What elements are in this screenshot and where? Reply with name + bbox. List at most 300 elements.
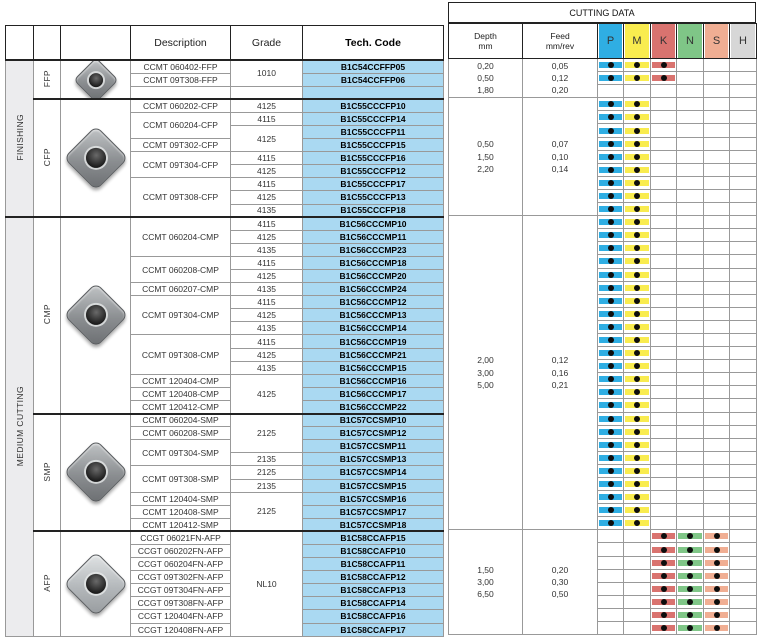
tech-code-cell: B1C57CCSMP15 — [303, 479, 444, 492]
app-chip — [678, 573, 702, 579]
app-cell-M — [624, 124, 651, 137]
grade-cell: 4135 — [231, 243, 303, 256]
application-dot — [714, 547, 720, 553]
app-cell-K — [651, 98, 677, 111]
app-chip — [625, 337, 649, 343]
tech-code-cell: B1C54CCFFP05 — [303, 60, 444, 73]
insert-photo — [61, 561, 130, 607]
app-cell-H — [730, 176, 757, 189]
app-chip — [678, 547, 702, 553]
description-cell: CCMT 060402-FFP — [131, 60, 231, 73]
grade-cell: 4135 — [231, 322, 303, 335]
table-row — [6, 99, 444, 112]
application-dot — [634, 507, 640, 513]
app-chip — [599, 285, 622, 291]
tech-code-cell: B1C57CCSMP17 — [303, 505, 444, 518]
app-cell-H — [730, 98, 757, 111]
cutting-data-title: CUTTING DATA — [448, 2, 756, 23]
app-column-chip: P — [599, 24, 622, 58]
app-cell-S — [704, 294, 730, 307]
application-dot — [634, 389, 640, 395]
app-cell-K — [651, 530, 677, 543]
insert-hole-icon — [81, 458, 110, 487]
application-dot — [634, 272, 640, 278]
app-cell-S — [704, 59, 730, 72]
app-cell-P — [598, 229, 624, 242]
app-chip — [678, 560, 702, 566]
description-cell: CCMT 09T302-CFP — [131, 139, 231, 152]
application-dot — [634, 429, 640, 435]
app-cell-S — [704, 163, 730, 176]
app-chip — [625, 442, 649, 448]
app-chip — [652, 62, 675, 68]
app-cell-H — [730, 255, 757, 268]
app-cell-H — [730, 360, 757, 373]
app-cell-H — [730, 203, 757, 216]
app-chip — [705, 560, 728, 566]
app-chip — [625, 75, 649, 81]
app-column-chip: M — [625, 24, 649, 58]
application-dot — [634, 416, 640, 422]
app-cell-M — [624, 229, 651, 242]
app-chip — [705, 612, 728, 618]
app-chip — [625, 350, 649, 356]
app-cell-M — [624, 478, 651, 491]
app-chip — [625, 232, 649, 238]
insert-photo — [61, 292, 130, 338]
app-cell-P — [598, 59, 624, 72]
app-chip — [599, 128, 622, 134]
app-chip — [599, 416, 622, 422]
app-cell-P — [598, 386, 624, 399]
app-cell-P — [598, 216, 624, 229]
tech-code-cell: B1C58CCAFP12 — [303, 571, 444, 584]
empty-header-cell-section — [34, 26, 61, 61]
app-chip — [678, 599, 702, 605]
description-column-header: Description — [131, 26, 231, 61]
description-cell: CCMT 09T304-CMP — [131, 296, 231, 335]
app-column-chip: K — [652, 24, 675, 58]
application-dot — [608, 245, 614, 251]
table-row — [449, 216, 757, 229]
app-cell-H — [730, 216, 757, 229]
app-cell-P — [598, 333, 624, 346]
depth-cell — [449, 530, 523, 635]
app-cell-M — [624, 425, 651, 438]
feed-cell — [523, 59, 598, 98]
app-cell-P — [598, 189, 624, 202]
app-cell-S — [704, 124, 730, 137]
depth-value: 3,00 — [477, 577, 494, 588]
description-cell: CCMT 09T308-SMP — [131, 466, 231, 492]
app-chip — [625, 154, 649, 160]
app-chip — [599, 114, 622, 120]
application-dot — [608, 180, 614, 186]
application-dot — [608, 167, 614, 173]
description-cell: CCGT 060202FN-AFP — [131, 544, 231, 557]
grade-cell: 4135 — [231, 204, 303, 217]
app-cell-P — [598, 543, 624, 556]
app-cell-P — [598, 176, 624, 189]
app-chip — [599, 101, 622, 107]
app-cell-P — [598, 425, 624, 438]
app-cell-K — [651, 320, 677, 333]
app-cell-S — [704, 255, 730, 268]
tech-code-cell: B1C55CCCFP16 — [303, 152, 444, 165]
app-cell-H — [730, 268, 757, 281]
app-cell-H — [730, 150, 757, 163]
app-cell-P — [598, 85, 624, 98]
tech-code-cell: B1C56CCCMP24 — [303, 283, 444, 296]
app-cell-N — [677, 425, 704, 438]
insert-photo-cell — [61, 99, 131, 217]
grade-cell: 4115 — [231, 152, 303, 165]
application-dot — [608, 389, 614, 395]
app-chip — [625, 62, 649, 68]
application-dot — [608, 468, 614, 474]
app-chip — [599, 494, 622, 500]
app-cell-H — [730, 595, 757, 608]
application-dot — [608, 193, 614, 199]
app-cell-K — [651, 85, 677, 98]
application-dot — [714, 625, 720, 631]
application-dot — [634, 128, 640, 134]
depth-header-line1: Depth — [474, 31, 497, 41]
app-cell-K — [651, 294, 677, 307]
app-cell-M — [624, 504, 651, 517]
app-chip — [678, 625, 702, 631]
app-cell-H — [730, 347, 757, 360]
application-dot — [608, 520, 614, 526]
app-chip — [625, 494, 649, 500]
application-dot — [634, 337, 640, 343]
app-chip — [625, 416, 649, 422]
grade-cell: 4125 — [231, 125, 303, 151]
depth-value: 3,00 — [477, 367, 494, 378]
feed-cell — [523, 530, 598, 635]
app-chip — [599, 167, 622, 173]
application-dot — [714, 573, 720, 579]
depth-column-header — [449, 24, 523, 59]
app-chip — [652, 75, 675, 81]
application-dot — [608, 141, 614, 147]
app-cell-M — [624, 203, 651, 216]
depth-cell — [449, 216, 523, 530]
feed-value: 0,14 — [551, 163, 569, 174]
app-cell-S — [704, 137, 730, 150]
application-dot — [608, 285, 614, 291]
application-dot — [634, 298, 640, 304]
app-chip — [652, 573, 675, 579]
depth-value: 1,50 — [477, 151, 494, 162]
application-dot — [634, 376, 640, 382]
app-chip — [599, 363, 622, 369]
app-chip — [678, 533, 702, 539]
app-chip — [705, 586, 728, 592]
app-cell-S — [704, 438, 730, 451]
application-dot — [608, 311, 614, 317]
app-cell-N — [677, 98, 704, 111]
app-cell-K — [651, 504, 677, 517]
app-cell-M — [624, 98, 651, 111]
app-cell-M — [624, 360, 651, 373]
app-cell-S — [704, 373, 730, 386]
grade-cell: 4125 — [231, 348, 303, 361]
app-chip — [625, 298, 649, 304]
app-cell-N — [677, 582, 704, 595]
application-dot — [608, 154, 614, 160]
grade-cell: 4125 — [231, 270, 303, 283]
app-cell-H — [730, 517, 757, 530]
app-cell-S — [704, 176, 730, 189]
app-cell-M — [624, 320, 651, 333]
app-column-header-M — [624, 24, 651, 59]
description-cell — [131, 86, 231, 99]
app-chip — [652, 560, 675, 566]
app-cell-M — [624, 530, 651, 543]
app-cell-H — [730, 163, 757, 176]
app-cell-H — [730, 333, 757, 346]
application-dot — [661, 612, 667, 618]
description-cell: CCMT 09T304-SMP — [131, 440, 231, 466]
depth-value: 2,00 — [477, 355, 494, 366]
feed-value: 0,12 — [551, 355, 569, 366]
app-cell-P — [598, 307, 624, 320]
app-cell-N — [677, 163, 704, 176]
section-label-text: SMP — [42, 461, 52, 482]
app-cell-M — [624, 163, 651, 176]
app-cell-N — [677, 595, 704, 608]
grade-cell: 2125 — [231, 492, 303, 531]
app-cell-S — [704, 150, 730, 163]
app-chip — [625, 193, 649, 199]
app-cell-P — [598, 438, 624, 451]
app-cell-N — [677, 189, 704, 202]
app-cell-H — [730, 320, 757, 333]
application-dot — [634, 101, 640, 107]
app-chip — [599, 520, 622, 526]
app-cell-N — [677, 216, 704, 229]
app-cell-K — [651, 307, 677, 320]
tech-code-cell: B1C56CCCMP23 — [303, 243, 444, 256]
app-cell-N — [677, 464, 704, 477]
app-cell-H — [730, 622, 757, 635]
app-cell-M — [624, 333, 651, 346]
app-chip — [652, 625, 675, 631]
app-cell-K — [651, 582, 677, 595]
app-cell-S — [704, 386, 730, 399]
insert-photo-cell — [61, 414, 131, 532]
feed-value: 0,30 — [551, 577, 569, 588]
section-label-text: CMP — [42, 304, 52, 325]
app-cell-P — [598, 464, 624, 477]
section-label-cfp — [34, 99, 61, 217]
app-cell-M — [624, 176, 651, 189]
application-dot — [634, 324, 640, 330]
feed-value: 0,10 — [551, 151, 569, 162]
app-cell-H — [730, 438, 757, 451]
description-cell: CCMT 060204-SMP — [131, 414, 231, 427]
app-cell-P — [598, 608, 624, 621]
depth-value: 5,00 — [477, 379, 494, 390]
app-cell-K — [651, 464, 677, 477]
application-dot — [634, 154, 640, 160]
depth-value: 0,50 — [477, 139, 494, 150]
app-cell-N — [677, 281, 704, 294]
application-dot — [608, 219, 614, 225]
app-cell-M — [624, 582, 651, 595]
tech-code-cell: B1C56CCCMP22 — [303, 400, 444, 413]
tech-code-cell: B1C55CCCFP15 — [303, 139, 444, 152]
app-cell-N — [677, 556, 704, 569]
description-cell: CCGT 09T302FN-AFP — [131, 571, 231, 584]
application-dot — [634, 62, 640, 68]
empty-header-cell-group — [6, 26, 34, 61]
app-cell-S — [704, 111, 730, 124]
app-chip — [599, 429, 622, 435]
app-cell-M — [624, 294, 651, 307]
app-cell-H — [730, 569, 757, 582]
insert-hole-icon — [81, 570, 110, 599]
app-chip — [625, 180, 649, 186]
app-chip — [599, 337, 622, 343]
app-cell-K — [651, 255, 677, 268]
app-chip — [599, 481, 622, 487]
app-cell-M — [624, 307, 651, 320]
application-dot — [634, 258, 640, 264]
grade-cell: 4115 — [231, 296, 303, 309]
tech-code-cell: B1C55CCCFP11 — [303, 125, 444, 138]
app-cell-N — [677, 517, 704, 530]
app-chip — [652, 612, 675, 618]
app-cell-M — [624, 150, 651, 163]
application-dot — [634, 114, 640, 120]
application-dot — [687, 586, 693, 592]
catalog-header-row — [6, 26, 444, 61]
description-cell: CCMT 060204-CMP — [131, 217, 231, 256]
app-cell-M — [624, 569, 651, 582]
feed-value: 0,12 — [551, 72, 569, 83]
app-chip — [625, 389, 649, 395]
application-dot — [608, 494, 614, 500]
app-cell-N — [677, 255, 704, 268]
app-cell-N — [677, 294, 704, 307]
application-dot — [608, 324, 614, 330]
tech-code-cell: B1C56CCCMP18 — [303, 256, 444, 269]
application-dot — [634, 442, 640, 448]
app-cell-S — [704, 530, 730, 543]
application-dot — [661, 75, 667, 81]
app-cell-M — [624, 242, 651, 255]
app-cell-P — [598, 347, 624, 360]
app-cell-S — [704, 98, 730, 111]
application-dot — [608, 101, 614, 107]
app-chip — [625, 101, 649, 107]
description-cell: CCMT 09T304-CFP — [131, 152, 231, 178]
app-cell-S — [704, 582, 730, 595]
tech-code-cell: B1C57CCSMP10 — [303, 414, 444, 427]
insert-hole-icon — [81, 144, 110, 173]
app-cell-S — [704, 307, 730, 320]
depth-cell — [449, 59, 523, 98]
app-chip — [599, 232, 622, 238]
tech-code-cell: B1C56CCCMP10 — [303, 217, 444, 230]
app-cell-S — [704, 347, 730, 360]
tech-code-cell: B1C55CCCFP10 — [303, 99, 444, 112]
app-cell-H — [730, 425, 757, 438]
app-cell-M — [624, 608, 651, 621]
feed-column-header — [523, 24, 598, 59]
app-cell-H — [730, 189, 757, 202]
app-cell-K — [651, 478, 677, 491]
app-cell-P — [598, 478, 624, 491]
application-dot — [608, 272, 614, 278]
description-cell: CCGT 09T308FN-AFP — [131, 597, 231, 610]
application-dot — [608, 114, 614, 120]
tech-code-cell: B1C55CCCFP13 — [303, 191, 444, 204]
application-dot — [608, 416, 614, 422]
application-dot — [608, 442, 614, 448]
section-label-text: FFP — [42, 70, 52, 88]
app-chip — [705, 573, 728, 579]
app-cell-P — [598, 569, 624, 582]
tech-code-cell: B1C55CCCFP14 — [303, 112, 444, 125]
app-cell-P — [598, 281, 624, 294]
grade-cell: 4115 — [231, 178, 303, 191]
app-cell-S — [704, 203, 730, 216]
application-dot — [687, 560, 693, 566]
app-chip — [625, 324, 649, 330]
table-row — [449, 530, 757, 543]
application-dot — [661, 62, 667, 68]
app-chip — [599, 507, 622, 513]
app-cell-M — [624, 491, 651, 504]
depth-value: 0,50 — [477, 72, 494, 83]
description-cell: CCMT 060208-SMP — [131, 427, 231, 440]
app-cell-H — [730, 137, 757, 150]
feed-header-line1: Feed — [550, 31, 570, 41]
application-dot — [714, 599, 720, 605]
app-chip — [599, 389, 622, 395]
application-dot — [608, 402, 614, 408]
app-cell-P — [598, 111, 624, 124]
tech-code-cell: B1C55CCCFP12 — [303, 165, 444, 178]
tech-code-cell: B1C56CCCMP14 — [303, 322, 444, 335]
app-chip — [625, 468, 649, 474]
table-row — [449, 59, 757, 72]
application-dot — [608, 507, 614, 513]
app-cell-H — [730, 229, 757, 242]
app-cell-K — [651, 111, 677, 124]
app-cell-M — [624, 255, 651, 268]
application-dot — [634, 363, 640, 369]
app-chip — [625, 363, 649, 369]
application-dot — [687, 625, 693, 631]
app-cell-S — [704, 595, 730, 608]
app-cell-N — [677, 242, 704, 255]
application-dot — [634, 402, 640, 408]
application-dot — [714, 560, 720, 566]
insert-photo — [61, 449, 130, 495]
depth-header-line2: mm — [478, 41, 493, 51]
app-cell-M — [624, 556, 651, 569]
app-cell-K — [651, 203, 677, 216]
application-dot — [634, 180, 640, 186]
app-cell-P — [598, 242, 624, 255]
application-dot — [714, 533, 720, 539]
left-table-body — [6, 60, 444, 636]
app-cell-S — [704, 478, 730, 491]
